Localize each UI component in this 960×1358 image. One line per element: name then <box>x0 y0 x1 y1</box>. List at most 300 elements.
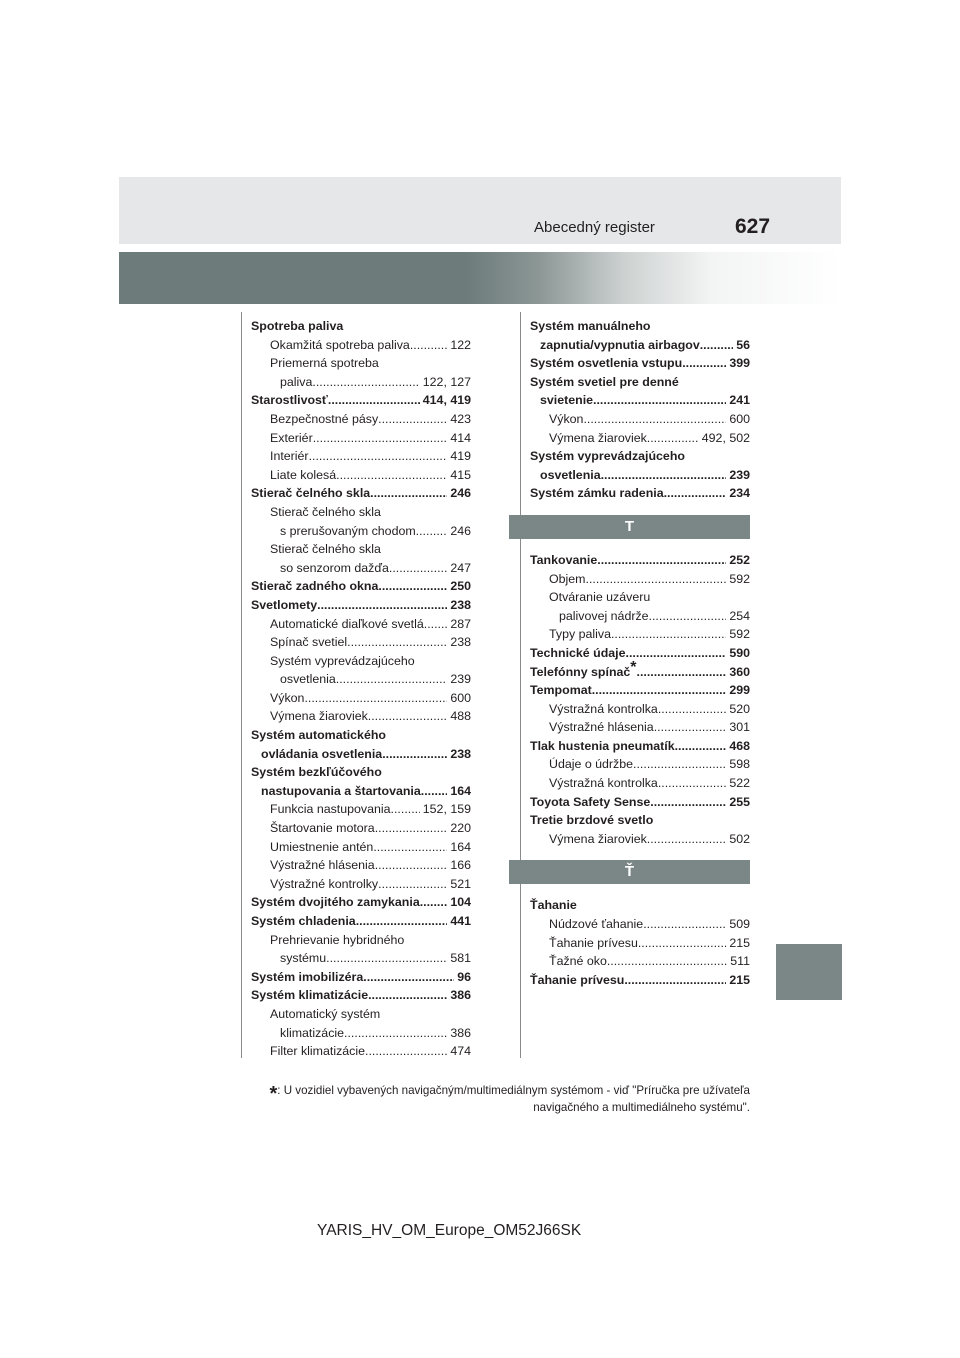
index-entry-term <box>270 838 373 857</box>
index-entry-term <box>540 466 601 485</box>
index-entry-term <box>549 915 643 934</box>
index-entry-text: Liate kolesá <box>270 467 337 482</box>
index-entry-text: Interiér <box>270 449 309 464</box>
index-entry <box>251 745 471 764</box>
leader-dots <box>336 670 448 689</box>
index-entry-term <box>549 830 647 849</box>
index-entry-term <box>270 429 313 448</box>
index-entry <box>530 718 750 737</box>
index-entry-term <box>270 1042 365 1061</box>
index-entry-page: 166 <box>450 858 471 873</box>
leader-dots <box>317 596 447 615</box>
leader-dots <box>375 819 448 838</box>
index-entry-text: Okamžitá spotreba paliva <box>270 337 410 352</box>
index-entry-page: 414 <box>450 430 471 445</box>
index-entry <box>530 700 750 719</box>
index-entry-term <box>280 949 326 968</box>
index-entry-page: 122, 127 <box>422 374 471 389</box>
leader-dots <box>633 755 726 774</box>
index-entry-term <box>549 429 647 448</box>
leader-dots <box>370 484 447 503</box>
index-entry-term <box>251 912 356 931</box>
index-entry-page: 468 <box>729 738 750 753</box>
index-entry-page: 56 <box>736 337 750 352</box>
index-entry-text: palivovej nádrže <box>559 608 649 623</box>
index-entry-text: Tlak hustenia pneumatík <box>530 738 675 753</box>
index-entry-term <box>559 607 649 626</box>
index-entry-page: 386 <box>450 1025 471 1040</box>
index-entry <box>530 915 750 934</box>
index-entry-term <box>270 856 375 875</box>
middle-column-divider <box>520 312 521 1058</box>
index-entry-text: ovládania osvetlenia <box>261 746 383 761</box>
index-entry-term <box>530 484 664 503</box>
index-entry-term <box>549 952 607 971</box>
index-heading: Systém svetiel pre denné <box>530 374 679 389</box>
index-entry <box>530 607 750 626</box>
index-entry-term <box>549 718 654 737</box>
index-entry-page: 520 <box>729 701 750 716</box>
index-entry-term <box>530 658 637 682</box>
index-entry-page: 239 <box>729 467 750 482</box>
leader-dots <box>597 551 726 570</box>
index-entry-term <box>530 681 592 700</box>
index-entry-text: Stierač čelného skla <box>251 486 371 501</box>
index-entry-page: 600 <box>450 690 471 705</box>
index-entry <box>251 522 471 541</box>
index-entry-term <box>540 391 593 410</box>
index-entry <box>530 971 750 990</box>
index-entry-page: 122 <box>450 337 471 352</box>
index-heading: Tretie brzdové svetlo <box>530 813 654 828</box>
index-entry <box>251 615 471 634</box>
index-entry-term <box>549 625 611 644</box>
index-entry <box>530 410 750 429</box>
index-entry-text: systému <box>280 951 327 966</box>
index-entry-text: Výmena žiaroviek <box>270 709 368 724</box>
footnote-marker: * <box>269 1083 278 1105</box>
index-entry-page: 590 <box>729 645 750 660</box>
leader-dots <box>637 663 727 682</box>
leader-dots <box>654 718 727 737</box>
leader-dots <box>420 893 448 912</box>
letter-section-header: T <box>509 515 750 539</box>
index-entry-page: 96 <box>457 969 471 984</box>
leader-dots <box>375 856 448 875</box>
index-entry-text: Telefónny spínač <box>530 664 631 679</box>
index-entry <box>530 484 750 503</box>
index-entry <box>530 570 750 589</box>
index-entry-text: Výkon <box>549 411 584 426</box>
index-entry-text: Systém klimatizácie <box>251 988 369 1003</box>
index-heading: Spotreba paliva <box>251 319 344 333</box>
index-entry <box>530 658 750 682</box>
index-entry-text: Systém chladenia <box>251 914 356 928</box>
index-entry-term <box>270 336 410 355</box>
index-entry-text: osvetlenia <box>540 467 601 482</box>
index-entry-text: Svetlomety <box>251 597 318 612</box>
index-entry-page: 287 <box>450 616 471 631</box>
index-entry-text: Spínač svetiel <box>270 635 348 650</box>
index-entry-term <box>251 596 317 615</box>
index-entry <box>251 373 471 392</box>
leader-dots <box>389 559 447 578</box>
index-entry-term <box>270 466 336 485</box>
index-entry-page: 152, 159 <box>422 802 471 817</box>
index-heading: Systém automatického <box>251 728 386 743</box>
leader-dots <box>675 737 727 756</box>
leader-dots <box>368 707 448 726</box>
leader-dots <box>601 466 727 485</box>
index-entry-text: Systém dvojitého zamykania <box>251 895 420 910</box>
leader-dots <box>410 336 448 355</box>
index-entry-text: Systém imobilizéra <box>251 969 364 984</box>
index-subheading: Automatický systém <box>270 1006 381 1021</box>
footnote-line-1: : U vozidiel vybavených navigačným/multimediálnym systémom - viď "Príručka pre užívateľa <box>277 1084 750 1097</box>
index-entry-term <box>261 782 421 801</box>
index-entry-text: klimatizácie <box>280 1025 345 1040</box>
index-entry-page: 164 <box>450 783 471 798</box>
index-entry-page: 104 <box>450 895 471 910</box>
leader-dots <box>647 830 727 849</box>
index-entry-page: 238 <box>450 635 471 650</box>
leader-dots <box>416 522 448 541</box>
index-entry-page: 509 <box>729 917 750 932</box>
leader-dots <box>624 971 726 990</box>
index-entry-term <box>549 934 638 953</box>
index-entry-page: 238 <box>450 597 471 612</box>
index-entry-text: Údaje o údržbe <box>549 757 634 772</box>
index-entry-page: 600 <box>729 411 750 426</box>
index-entry-term <box>549 570 586 589</box>
index-entry <box>251 707 471 726</box>
letter-section-header: Ť <box>509 860 750 884</box>
index-entry <box>251 466 471 485</box>
index-entry-text: Objem <box>549 571 586 586</box>
index-entry-text: Exteriér <box>270 430 313 445</box>
leader-dots <box>344 1024 447 1043</box>
index-entry-term <box>280 373 312 392</box>
index-entry-page: 441 <box>450 914 471 928</box>
index-entry <box>251 596 471 615</box>
header-band <box>119 177 841 244</box>
index-entry-text: so senzorom dažďa <box>280 560 389 575</box>
index-heading: Ťahanie <box>530 898 577 913</box>
index-entry-term <box>261 745 382 764</box>
leader-dots <box>304 689 447 708</box>
leader-dots <box>421 782 448 801</box>
index-entry-page: 215 <box>729 935 750 950</box>
index-entry <box>530 681 750 700</box>
index-entry <box>530 934 750 953</box>
index-entry-text: Tempomat <box>530 683 592 698</box>
index-entry-term <box>530 644 626 663</box>
index-entry-page: 419 <box>450 449 471 464</box>
index-entry-text: Výstražná kontrolka <box>549 776 658 791</box>
index-entry-page: 164 <box>450 839 471 854</box>
index-entry <box>530 830 750 849</box>
index-entry-page: 252 <box>729 552 750 567</box>
index-entry-page: 399 <box>729 356 750 371</box>
index-entry-text: Funkcia nastupovania <box>270 802 391 817</box>
index-entry-page: 415 <box>450 467 471 482</box>
index-entry-text: Výstražné hlásenia <box>549 720 654 735</box>
index-entry-page: 592 <box>729 571 750 586</box>
leader-dots <box>368 986 447 1005</box>
index-entry-term <box>549 410 583 429</box>
index-entry-term <box>530 551 597 570</box>
index-entry-term <box>270 689 304 708</box>
index-entry-page: 220 <box>450 821 471 836</box>
index-entry-term <box>270 447 309 466</box>
index-entry <box>251 800 471 819</box>
leader-dots <box>424 615 448 634</box>
index-entry-term <box>280 522 416 541</box>
index-thumb-tab <box>776 944 842 1000</box>
index-subheading: Priemerná spotreba <box>270 356 379 371</box>
index-entry <box>251 893 471 912</box>
index-entry-term <box>549 700 658 719</box>
leader-dots <box>365 1042 447 1061</box>
index-entry-term <box>280 1024 344 1043</box>
index-entry <box>530 755 750 774</box>
index-entry-text: Ťahanie prívesu <box>549 935 638 950</box>
index-entry-term <box>251 986 368 1005</box>
index-entry-page: 522 <box>729 776 750 791</box>
index-entry-term <box>251 968 363 987</box>
index-entry <box>251 410 471 429</box>
index-entry-page: 301 <box>729 720 750 735</box>
index-entry-text: Typy paliva <box>549 627 611 642</box>
index-entry <box>251 819 471 838</box>
section-title: Abecedný register <box>534 219 655 236</box>
leader-dots <box>647 429 699 448</box>
index-entry-page: 255 <box>729 794 750 809</box>
index-entry-term <box>270 875 378 894</box>
index-entry-text: zapnutia/vypnutia airbagov <box>540 337 700 352</box>
index-entry-term <box>270 707 368 726</box>
leader-dots <box>586 570 727 589</box>
index-entry-text: Výstražné hlásenia <box>270 858 375 873</box>
index-entry-text: Toyota Safety Sense <box>530 794 651 809</box>
index-entry-text: Technické údaje <box>530 645 626 660</box>
index-entry-text: Umiestnenie antén <box>270 839 374 854</box>
index-entry <box>251 838 471 857</box>
leader-dots <box>313 429 448 448</box>
index-entry-page: 492, 502 <box>701 430 750 445</box>
index-entry-term <box>540 336 700 355</box>
index-entry-text: Tankovanie <box>530 552 598 567</box>
index-entry <box>251 559 471 578</box>
index-entry-term <box>270 615 424 634</box>
index-entry-term <box>270 800 391 819</box>
index-entry-term <box>280 559 389 578</box>
index-entry <box>251 1042 471 1061</box>
index-entry-term <box>530 971 624 990</box>
index-entry-text: Výkon <box>270 690 305 705</box>
leader-dots <box>650 793 726 812</box>
index-entry-text: Výmena žiaroviek <box>549 430 647 445</box>
index-entry <box>251 1024 471 1043</box>
index-entry-text: Výstražná kontrolka <box>549 701 658 716</box>
index-entry <box>530 336 750 355</box>
index-entry-page: 521 <box>450 876 471 891</box>
index-entry-page: 239 <box>450 672 471 687</box>
leader-dots <box>643 915 726 934</box>
leader-dots <box>309 447 448 466</box>
index-entry-text: nastupovania a štartovania <box>261 783 421 798</box>
leader-dots <box>326 949 447 968</box>
index-entry-page: 299 <box>729 683 750 698</box>
index-column-left <box>251 317 471 1061</box>
index-entry-page: 414, 419 <box>422 393 471 408</box>
index-entry-text: Starostlivosť <box>251 393 328 408</box>
index-entry-page: 246 <box>450 523 471 538</box>
index-subheading: Stierač čelného skla <box>270 542 381 557</box>
index-entry-term <box>530 737 675 756</box>
index-entry-text: Bezpečnostné pásy <box>270 411 379 426</box>
index-entry-text: svietenie <box>540 393 594 408</box>
index-entry <box>251 447 471 466</box>
leader-dots <box>638 934 726 953</box>
index-entry-text: Systém osvetlenia vstupu <box>530 356 683 371</box>
index-subheading: Systém vyprevádzajúceho <box>270 653 415 668</box>
index-entry <box>530 625 750 644</box>
footnote-reference: * <box>630 658 637 676</box>
index-entry-page: 592 <box>729 627 750 642</box>
index-entry <box>251 429 471 448</box>
index-entry <box>251 484 471 503</box>
index-entry-term <box>251 893 420 912</box>
index-entry <box>251 968 471 987</box>
index-entry <box>251 336 471 355</box>
leader-dots <box>312 373 419 392</box>
index-entry <box>251 986 471 1005</box>
index-entry <box>251 875 471 894</box>
index-entry-page: 241 <box>729 393 750 408</box>
leader-dots <box>382 745 447 764</box>
leader-dots <box>373 838 447 857</box>
index-entry-page: 360 <box>729 664 750 679</box>
index-entry-page: 250 <box>450 579 471 594</box>
leader-dots <box>700 336 733 355</box>
index-entry-term <box>530 354 682 373</box>
leader-dots <box>658 774 727 793</box>
leader-dots <box>592 681 727 700</box>
leader-dots <box>682 354 726 373</box>
index-entry <box>530 466 750 485</box>
index-entry <box>530 793 750 812</box>
index-entry <box>530 774 750 793</box>
leader-dots <box>626 644 727 663</box>
index-subheading: Prehrievanie hybridného <box>270 932 405 947</box>
index-entry <box>530 354 750 373</box>
leader-dots <box>583 410 726 429</box>
index-entry <box>530 551 750 570</box>
index-heading: Systém bezkľúčového <box>251 765 382 780</box>
index-entry <box>530 737 750 756</box>
index-subheading: Stierač čelného skla <box>270 504 381 519</box>
index-entry-term <box>270 410 378 429</box>
document-code: YARIS_HV_OM_Europe_OM52J66SK <box>317 1222 582 1239</box>
footnote <box>210 1084 750 1115</box>
leader-dots <box>347 633 447 652</box>
header-gradient-bar <box>119 252 841 304</box>
leader-dots <box>378 875 447 894</box>
index-entry-page: 474 <box>450 1044 471 1059</box>
index-entry-page: 254 <box>729 608 750 623</box>
index-entry-text: Automatické diaľkové svetlá <box>270 616 424 631</box>
index-entry-text: Filter klimatizácie <box>270 1044 366 1059</box>
index-entry-text: Stierač zadného okna <box>251 579 379 594</box>
index-entry-term <box>270 633 347 652</box>
index-entry <box>251 689 471 708</box>
index-entry-text: Núdzové ťahanie <box>549 917 644 932</box>
leader-dots <box>378 577 447 596</box>
index-entry-page: 234 <box>729 486 750 501</box>
leader-dots <box>363 968 454 987</box>
leader-dots <box>356 912 448 931</box>
index-entry <box>251 949 471 968</box>
leader-dots <box>391 800 420 819</box>
index-entry <box>530 644 750 663</box>
index-entry-term <box>280 670 336 689</box>
index-entry <box>251 856 471 875</box>
index-entry-term <box>530 793 650 812</box>
index-entry-term <box>270 819 375 838</box>
index-entry-term <box>251 391 328 410</box>
index-entry-page: 502 <box>729 831 750 846</box>
index-entry-page: 488 <box>450 709 471 724</box>
index-entry <box>530 391 750 410</box>
index-subheading: Otváranie uzáveru <box>549 590 651 605</box>
index-entry-text: Ťahanie prívesu <box>530 972 625 987</box>
index-entry-text: paliva <box>280 374 313 389</box>
index-entry-page: 247 <box>450 560 471 575</box>
index-entry-term <box>549 755 633 774</box>
index-entry <box>530 429 750 448</box>
leader-dots <box>336 466 447 485</box>
index-entry <box>251 670 471 689</box>
index-column-right <box>530 317 750 989</box>
index-entry <box>530 952 750 971</box>
index-entry-page: 386 <box>450 988 471 1003</box>
index-entry-page: 511 <box>730 954 750 969</box>
index-entry-text: Výstražné kontrolky <box>270 876 379 891</box>
leader-dots <box>378 410 447 429</box>
index-entry <box>251 633 471 652</box>
leader-dots <box>658 700 727 719</box>
index-entry-page: 423 <box>450 411 471 426</box>
leader-dots <box>593 391 726 410</box>
leader-dots <box>649 607 727 626</box>
index-entry-text: Výmena žiaroviek <box>549 831 647 846</box>
index-entry-text: Systém zámku radenia <box>530 486 664 501</box>
index-entry <box>251 782 471 801</box>
index-entry-page: 598 <box>729 757 750 772</box>
index-entry-page: 581 <box>450 951 471 966</box>
index-entry-page: 246 <box>450 486 471 501</box>
index-entry <box>251 391 471 410</box>
leader-dots <box>607 952 727 971</box>
page-number: 627 <box>735 215 771 238</box>
left-column-divider <box>241 312 242 1058</box>
index-entry-text: osvetlenia <box>280 672 336 687</box>
index-heading: Systém manuálneho <box>530 319 651 333</box>
index-entry <box>251 912 471 931</box>
index-entry-term <box>549 774 658 793</box>
index-entry-term <box>251 577 378 596</box>
